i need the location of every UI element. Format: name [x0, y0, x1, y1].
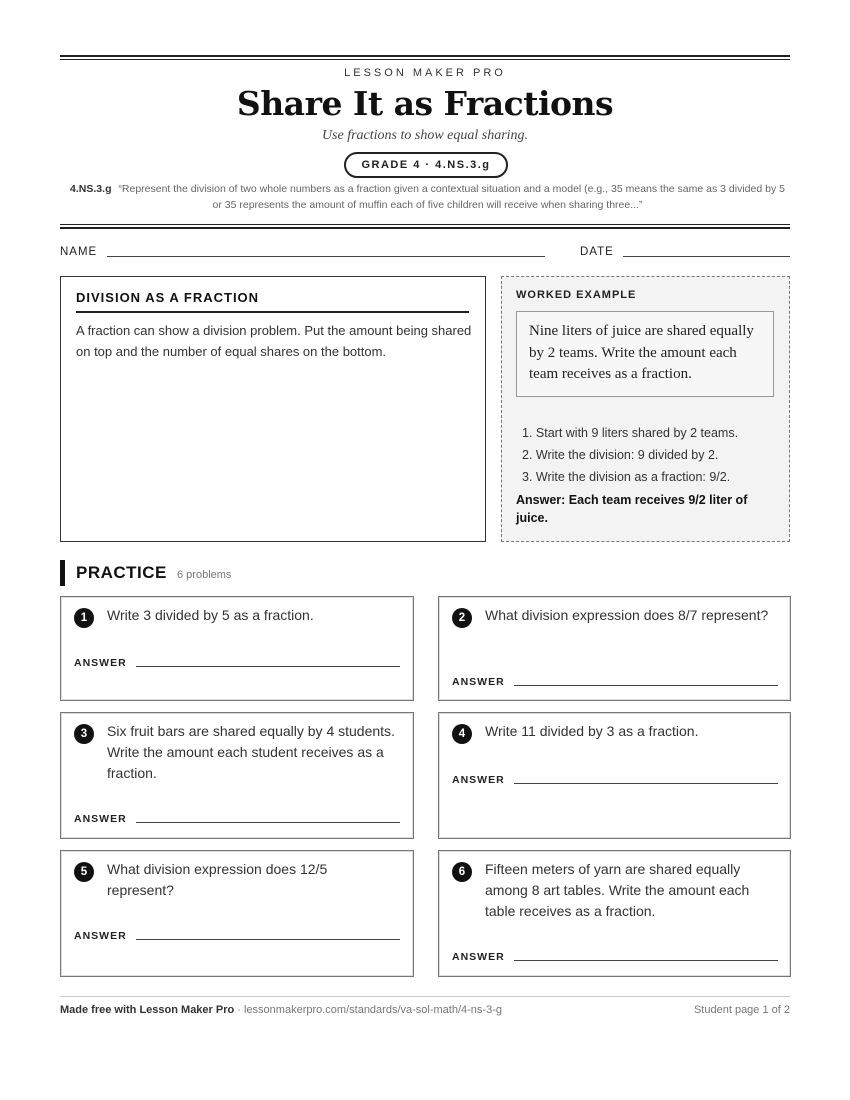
problem-card-1 [60, 596, 414, 701]
problem-number-badge: 5 [74, 862, 94, 882]
worked-example-answer: Answer: Each team receives 9/2 liter of juice. [516, 493, 748, 525]
grade-badge: GRADE 4 · 4.NS.3.g [344, 152, 508, 178]
worked-example-title: WORKED EXAMPLE [516, 289, 637, 301]
concept-box [60, 276, 486, 542]
worksheet-subtitle: Use fractions to show equal sharing. [321, 128, 529, 143]
problem-number-badge: 6 [452, 862, 472, 882]
answer-label: ANSWER [452, 774, 505, 786]
concept-title: DIVISION AS A FRACTION [76, 290, 469, 313]
worked-example-step: 1. Start with 9 liters shared by 2 teams. [522, 426, 739, 440]
problem-card-2 [438, 596, 791, 701]
answer-field-4[interactable] [514, 783, 778, 784]
answer-field-2[interactable] [514, 685, 778, 686]
practice-count: 6 problems [177, 569, 232, 581]
name-field[interactable] [107, 256, 545, 257]
standard-code: 4.NS.3.g [70, 183, 112, 195]
problem-number-badge: 4 [452, 724, 472, 744]
worked-example-problem: Nine liters of juice are shared equally by 2 teams. Write the amount each team receives as a fraction. [516, 311, 774, 397]
answer-label: ANSWER [74, 813, 127, 825]
problem-prompt: Fifteen meters of yarn are shared equally among 8 art tables. Write the amount each table receives as a fraction. [485, 861, 750, 919]
standard-text: “Represent the division of two whole numbers as a fraction given a contextual situation and a model (e.g., 35 means the same as 3 divided by 5 or 35 represents the amount of muffin each of five children will receive when sharing three...” [118, 183, 785, 211]
practice-heading: PRACTICE [76, 563, 167, 582]
answer-field-5[interactable] [136, 939, 400, 940]
problem-prompt: What division expression does 8/7 represent? [485, 607, 769, 623]
problem-card-4 [438, 712, 791, 839]
practice-accent-bar [60, 560, 65, 586]
answer-label: ANSWER [74, 930, 127, 942]
problem-card-3 [60, 712, 414, 839]
answer-field-6[interactable] [514, 960, 778, 961]
problem-prompt: Six fruit bars are shared equally by 4 students. Write the amount each student receives as a fraction. [107, 723, 395, 781]
worked-example-step: 2. Write the division: 9 divided by 2. [522, 448, 719, 462]
answer-field-1[interactable] [136, 666, 400, 667]
problem-number-badge: 2 [452, 608, 472, 628]
footer-credit [60, 1004, 502, 1016]
top-rule [60, 55, 790, 57]
footer-page-number: Student page 1 of 2 [693, 1004, 790, 1016]
answer-label: ANSWER [452, 676, 505, 688]
top-rule-thin [60, 59, 790, 60]
problem-prompt: Write 11 divided by 3 as a fraction. [485, 723, 699, 739]
footer-rule [60, 996, 790, 997]
problem-prompt: Write 3 divided by 5 as a fraction. [107, 607, 314, 623]
date-label: DATE [580, 246, 614, 258]
worksheet-title: Share It as Fractions [236, 84, 614, 123]
header-bottom-rule [60, 224, 790, 225]
worksheet-page [60, 0, 790, 1100]
header-bottom-rule-thick [60, 227, 790, 229]
date-field[interactable] [623, 256, 790, 257]
brand-name: LESSON MAKER PRO [344, 67, 506, 79]
footer-url[interactable]: · lessonmakerpro.com/standards/va-sol-math/4-ns-3-g [234, 1004, 502, 1016]
worked-example-steps [522, 422, 782, 488]
footer-brand: Made free with Lesson Maker Pro [60, 1004, 235, 1016]
worked-example-step: 3. Write the division as a fraction: 9/2. [522, 470, 731, 484]
problem-card-5 [60, 850, 414, 977]
problem-number-badge: 1 [74, 608, 94, 628]
answer-label: ANSWER [452, 951, 505, 963]
answer-field-3[interactable] [136, 822, 400, 823]
name-label: NAME [60, 246, 98, 258]
worked-example-box [501, 276, 790, 542]
problem-prompt: What division expression does 12/5 represent? [107, 861, 328, 898]
problem-card-6 [438, 850, 791, 977]
problem-number-badge: 3 [74, 724, 94, 744]
standard-description [70, 181, 785, 213]
answer-label: ANSWER [74, 657, 127, 669]
concept-body: A fraction can show a division problem. Put the amount being shared on top and the number of equal shares on the bottom. [76, 323, 472, 359]
